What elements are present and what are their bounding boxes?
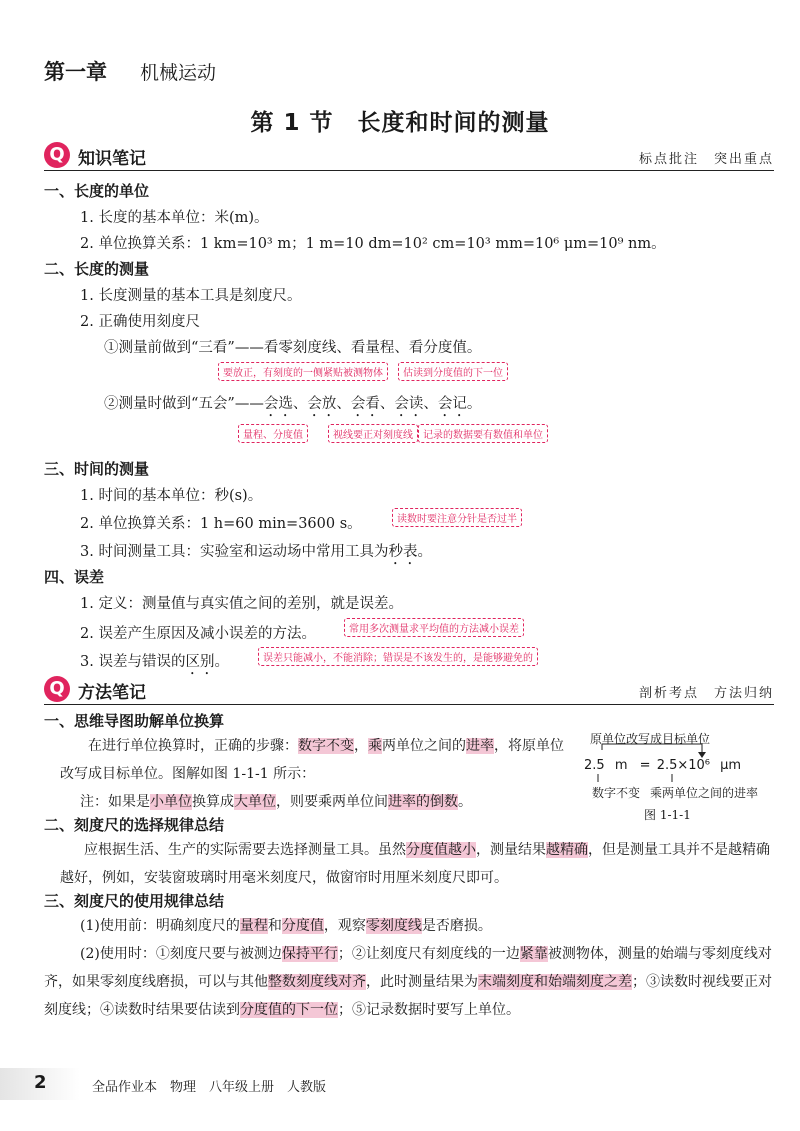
annotation-note: 量程、分度值 xyxy=(238,424,308,443)
diagram-top-label: 原单位改写成目标单位 xyxy=(590,732,711,746)
emphasis-text: 会记 xyxy=(437,396,467,412)
chapter-label: 第一章 xyxy=(44,60,107,84)
text-span: 应根据生活、生产的实际需要去选择测量工具。虽然 xyxy=(84,842,406,858)
text-span: 3. 时间测量工具：实验室和运动场中常用工具为 xyxy=(80,544,389,560)
text-span: 和 xyxy=(267,918,282,934)
emphasis-text: 会放 xyxy=(307,396,337,412)
knowledge-bar-title: 知识笔记 xyxy=(78,149,146,169)
heading-ruler-use: 三、刻度尺的使用规律总结 xyxy=(44,892,225,910)
text-span: ②测量时做到“五会”—— xyxy=(104,396,264,412)
chapter-name: 机械运动 xyxy=(140,62,217,84)
highlight-text: 越精确 xyxy=(546,842,588,858)
text-span: 注：如果是 xyxy=(80,794,150,810)
text-line: 1. 定义：测量值与真实值之间的差别，就是误差。 xyxy=(80,596,403,612)
annotation-note: 读数时要注意分针是否过半 xyxy=(392,508,522,527)
text-line-five xyxy=(104,392,481,420)
diagram-equation xyxy=(584,758,741,773)
text-line xyxy=(80,540,432,568)
knowledge-notes-bar xyxy=(44,142,774,168)
highlight-text: 小单位 xyxy=(150,794,192,810)
text-line: 2. 正确使用刻度尺 xyxy=(80,314,200,330)
highlight-text: 分度值越小 xyxy=(406,842,476,858)
annotation-note: 估读到分度值的下一位 xyxy=(398,362,508,381)
annotation-note: 视线要正对刻度线 xyxy=(328,424,418,443)
text-line xyxy=(80,650,229,678)
text-span: 。 xyxy=(466,396,482,412)
annotation-note: 误差只能减小，不能消除；错误是不该发生的，是能够避免的 xyxy=(258,647,538,666)
text-line: 2. 单位换算关系：1 km=10³ m；1 m=10 dm=10² cm=10³ mm=10⁶ μm=10⁹ nm。 xyxy=(80,236,666,252)
text-line: ①测量前做到“三看”——看零刻度线、看量程、看分度值。 xyxy=(104,340,482,356)
text-span: ，观察 xyxy=(323,918,366,934)
text-span: ，此时测量结果为 xyxy=(366,974,478,990)
heading-length-measure: 二、长度的测量 xyxy=(44,260,150,278)
highlight-text: 末端刻度和始端刻度之差 xyxy=(478,974,632,990)
divider xyxy=(44,704,774,705)
highlight-text: 零刻度线 xyxy=(365,918,422,934)
highlight-text: 分度值的下一位 xyxy=(240,1002,338,1018)
text-line: 2. 误差产生原因及减小误差的方法。 xyxy=(80,626,316,642)
highlight-text: 进率的倒数 xyxy=(388,794,458,810)
divider xyxy=(44,170,774,171)
text-span: ，将原单位改写成目标单位。图解如图 1-1-1 所示： xyxy=(60,738,564,782)
text-span: 两单位之间的 xyxy=(382,738,466,754)
heading-error: 四、误差 xyxy=(44,568,105,586)
eq-value: 2.5 xyxy=(584,758,605,773)
highlight-text: 分度值 xyxy=(281,918,324,934)
eq-sign: = xyxy=(639,758,651,773)
text-span: 是否磨损。 xyxy=(421,918,492,934)
knowledge-bar-subtitle: 标点批注 突出重点 xyxy=(638,152,774,167)
eq-value: 2.5×10⁶ xyxy=(656,758,711,773)
text-span: 换算成 xyxy=(192,794,234,810)
text-line: 1. 长度测量的基本工具是刻度尺。 xyxy=(80,288,302,304)
annotation-note: 要放正，有刻度的一侧紧贴被测物体 xyxy=(218,362,388,381)
highlight-text: 保持平行 xyxy=(281,946,338,962)
eq-unit: m xyxy=(614,758,628,773)
highlight-text: 进率 xyxy=(466,738,494,754)
text-span: 、 xyxy=(423,396,438,412)
emphasis-text: 会看 xyxy=(350,396,380,412)
paragraph xyxy=(60,732,574,788)
text-span: 。 xyxy=(417,544,432,560)
text-span: ；②让刻度尺有刻度线的一边 xyxy=(337,946,520,962)
heading-length-unit: 一、长度的单位 xyxy=(44,182,150,200)
book-title: 全品作业本 物理 八年级上册 人教版 xyxy=(92,1080,327,1095)
highlight-text: 紧靠 xyxy=(519,946,548,962)
text-span: 被测物体，测量的始端与零刻度线对齐，如果零刻度线磨损，可以与其他 xyxy=(44,946,772,990)
text-line: 2. 单位换算关系：1 h=60 min=3600 s。 xyxy=(80,516,362,532)
text-span: ；⑤记录数据时要写上单位。 xyxy=(338,1002,520,1018)
q-badge-icon: Q xyxy=(44,676,70,702)
section-title: 第 1 节 长度和时间的测量 xyxy=(250,110,550,136)
annotation-note: 记录的数据要有数值和单位 xyxy=(418,424,548,443)
page-footer xyxy=(0,1068,800,1100)
heading-unit-conversion: 一、思维导图助解单位换算 xyxy=(44,712,225,730)
highlight-text: 数字不变 xyxy=(298,738,354,754)
diagram-label: 乘两单位之间的进率 xyxy=(650,786,759,800)
eq-unit: μm xyxy=(720,758,742,773)
heading-time-measure: 三、时间的测量 xyxy=(44,460,150,478)
figure-caption: 图 1-1-1 xyxy=(644,808,691,822)
text-span: ， xyxy=(354,738,368,754)
heading-ruler-choice: 二、刻度尺的选择规律总结 xyxy=(44,816,225,834)
highlight-text: 大单位 xyxy=(234,794,276,810)
highlight-text: 量程 xyxy=(239,918,268,934)
highlight-text: 整数刻度线对齐 xyxy=(268,974,366,990)
method-bar-subtitle: 剖析考点 方法归纳 xyxy=(638,686,774,701)
text-span: (2)使用时：①刻度尺要与被测边 xyxy=(80,946,282,962)
text-span: ，测量结果 xyxy=(476,842,546,858)
text-span: 、 xyxy=(336,396,351,412)
method-notes-bar xyxy=(44,676,774,702)
text-span: (1)使用前：明确刻度尺的 xyxy=(80,918,240,934)
unit-conversion-diagram xyxy=(584,730,784,830)
q-badge-icon: Q xyxy=(44,142,70,168)
text-span: ；③读数时视线要正对刻度线；④读数时结果要估读到 xyxy=(44,974,772,1018)
text-span: 在进行单位换算时，正确的步骤： xyxy=(88,738,298,754)
method-bar-title: 方法笔记 xyxy=(78,683,146,703)
text-span: ，则要乘两单位间 xyxy=(276,794,388,810)
diagram-label: 数字不变 xyxy=(592,786,641,800)
text-span: ，但是测量工具并不是越精确越好，例如，安装窗玻璃时用毫米刻度尺，做窗帘时用厘米刻度尺即可。 xyxy=(60,842,770,886)
text-span: 。 xyxy=(458,794,472,810)
emphasis-text: 区别 xyxy=(185,654,215,670)
emphasis-text: 会选 xyxy=(263,396,293,412)
emphasis-text: 秒表 xyxy=(388,544,418,560)
text-span: 3. 误差与错误的 xyxy=(80,654,186,670)
page-number: 2 xyxy=(34,1072,47,1093)
text-line: 1. 长度的基本单位：米(m)。 xyxy=(80,210,269,226)
text-span: 。 xyxy=(214,654,229,670)
text-span: 、 xyxy=(379,396,395,412)
highlight-text: 乘 xyxy=(368,738,382,754)
paragraph xyxy=(80,788,594,816)
paragraph xyxy=(60,836,774,892)
annotation-note: 常用多次测量求平均值的方法减小误差 xyxy=(344,618,524,637)
paragraph xyxy=(44,940,774,1024)
paragraph xyxy=(80,912,774,940)
text-span: 、 xyxy=(292,396,308,412)
emphasis-text: 会读 xyxy=(394,396,424,412)
text-line: 1. 时间的基本单位：秒(s)。 xyxy=(80,488,263,504)
